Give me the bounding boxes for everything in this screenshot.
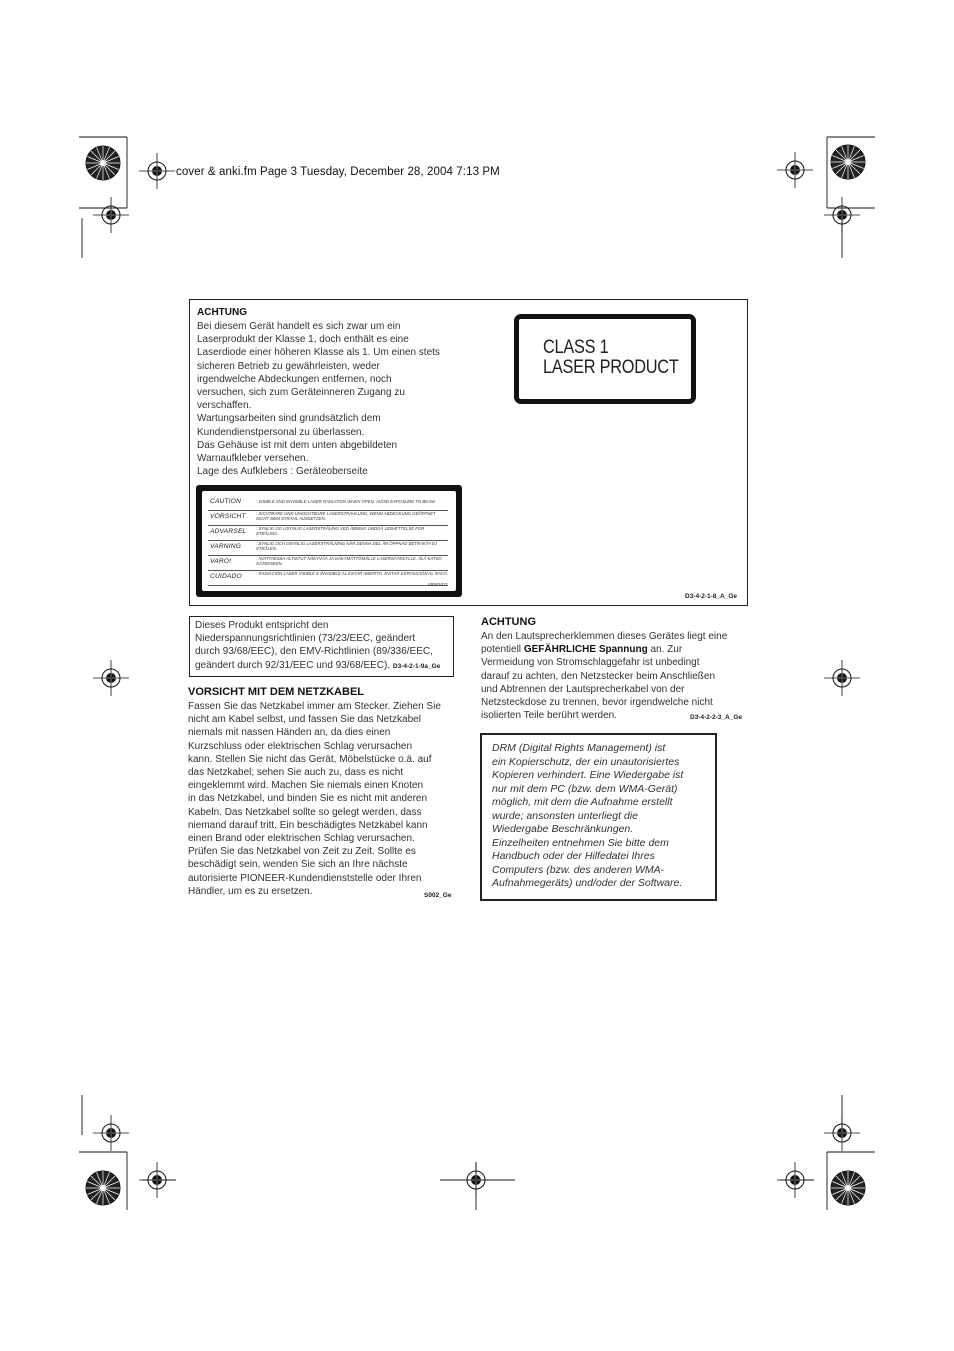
laser-label-line2: LASER PRODUCT — [543, 357, 679, 378]
cable-heading: VORSICHT MIT DEM NETZKABEL — [188, 686, 364, 698]
laser-heading: ACHTUNG — [197, 307, 247, 318]
cable-text: Fassen Sie das Netzkabel immer am Stecker. Ziehen Sie nicht am Kabel selbst, und fassen Sie das Netzkabel niemals mit nassen Händen an, da dies einen Kurzschluss oder elektrischen Schlag verursachen kann. Stellen Sie nicht das Gerät, Möbelstücke o.ä. auf das Netzkabel; sehen Sie auch zu, dass es nicht eingeklemmt wird. Machen Sie niemals einen Knoten in das Netzkabel, und binden Sie es nicht mit anderen Kabeln. Das Netzkabel sollte so gelegt werden, dass niemand darauf tritt. Ein beschädigtes Netzkabel kann einen Brand oder elektrischen Schlag verursachen. Prüfen Sie das Netzkabel von Zeit zu Zeit. Sollte es beschädigt sein, wenden Sie sich an Ihre nächste autorisierte PIONEER-Kundendienststelle oder Ihren Händler, um es zu ersetzen. — [188, 701, 441, 897]
class1-laser-label — [514, 314, 696, 404]
warning-row: ADVARSEL : SYNLIG OG USYNLIG LASERSTRÅLING VED ÅBNING UNDGÅ UDSÆTTELSE FOR STRÅLING. — [208, 525, 448, 541]
directive-code: D3-4-2-1-9a_Ge — [392, 662, 441, 670]
warning-row: CAUTION : VISIBLE AND INVISIBLE LASER RADIATION WHEN OPEN. AVOID EXPOSURE TO BEAM. — [208, 495, 448, 511]
drm-text: DRM (Digital Rights Management) ist ein Kopierschutz, der ein unautorisiertes Kopieren verhindert. Eine Wiedergabe ist nur mit dem PC (bzw. dem WMA-Gerät) möglich, mit dem die Aufnahme erstellt wurde; ansonsten unterliegt die Wiedergabe Beschränkungen. Einzelheiten entnehmen Sie bitte dem Handbuch oder der Hilfedatei Ihres Computers (bzw. des anderen WMA- Aufnahmegeräts) und/oder der Software. — [492, 742, 684, 889]
laser-label-line1: CLASS 1 — [543, 337, 609, 358]
speaker-code: D3-4-2-2-3_A_Ge — [690, 714, 743, 721]
warning-sticker — [196, 485, 462, 597]
warning-row: VARO! : AVATTAESSA ALTISTUT NÄKYVÄÄ JA NÄKYMÄTTÖMÄLLE LASERSÄTEILYLLE. ÄLÄ KATSO SÄTEESEEN. — [208, 555, 448, 571]
speaker-heading: ACHTUNG — [481, 616, 536, 628]
warning-row: VORSICHT : SICHTBARE UND UNSICHTBARE LASERSTRAHLUNG, WENN ABDECKUNG GEÖFFNET NICHT DEM STRAHL AUSSETZEN. — [208, 510, 448, 526]
laser-text: Bei diesem Gerät handelt es sich zwar um ein Laserprodukt der Klasse 1, doch enthält es eine Laserdiode einer höheren Klasse als 1. Um einen stets sicheren Betrieb zu gewährleisten, weder irgendwelche Abdeckungen entfernen, noch versuchen, sich zum Geräteinneren Zugang zu verschaffen. Wartungsarbeiten sind grundsätzlich dem Kundendienstpersonal zu überlassen. Das Gehäuse ist mit dem unten abgebildeten Warnaufkleber versehen. Lage des Aufklebers : Geräteoberseite — [197, 321, 440, 478]
warning-row: CUIDADO : RADIACIÓN LÁSER VISIBLE E INVISIBLE AL ESTAR ABIERTO. EVITAR EXPOSICIÓN AL RAYO. — [208, 570, 448, 586]
speaker-text: An den Lautsprecherklemmen dieses Gerätes liegt eine potentiell GEFÄHRLICHE Spannung an. Zur Vermeidung von Stromschlaggefahr ist unbedingt darauf zu achten, den Netzstecker beim Anschließen und Abtrennen der Lautsprecherkabel von der Netzsteckdose zu trennen, bevor irgendwelche nicht isolierten Teile berührt werden. — [481, 631, 728, 722]
laser-code: D3-4-2-1-8_A_Ge — [685, 593, 738, 600]
file-header: cover & anki.fm Page 3 Tuesday, December 28, 2004 7:13 PM — [176, 166, 500, 178]
drm-box — [480, 733, 717, 901]
directive-text: Dieses Produkt entspricht den Niederspannungsrichtlinien (73/23/EEC, geändert durch 93/68/EEC), den EMV-Richtlinien (89/336/EEC, geändert durch 92/31/EEC und 93/68/EEC). D3-4-2-1-9a_Ge — [195, 620, 441, 671]
warning-row: VARNING : SYNLIG OCH OSYNLIG LASERSTRÅLNING NÄR DENNA DEL ÄR ÖPPNAD BETRAKTA EJ STRÅLEN. — [208, 540, 448, 556]
warning-sticker-code: VRW1871 — [427, 582, 448, 587]
cable-code: S002_Ge — [424, 892, 452, 899]
